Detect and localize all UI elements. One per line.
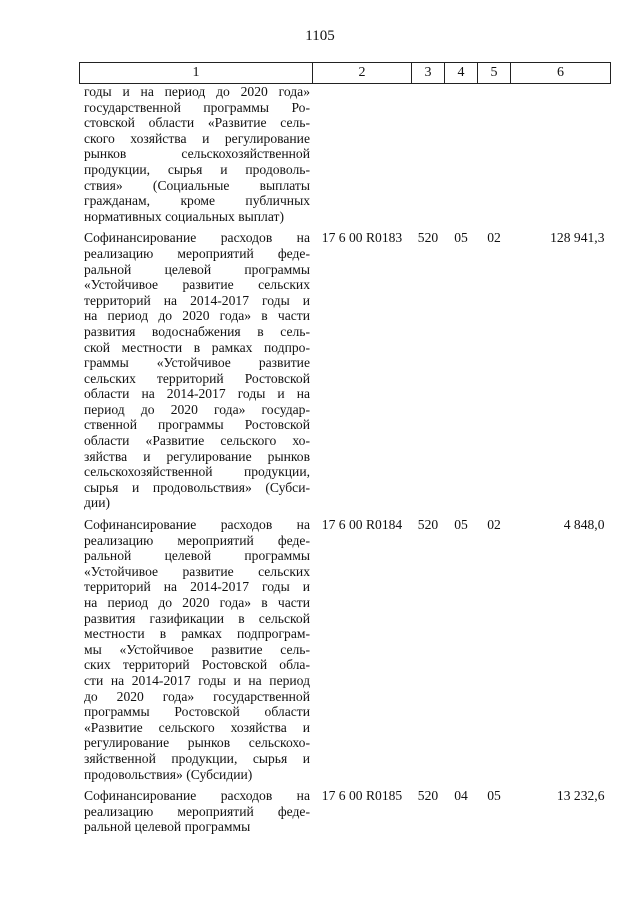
expense-name-line: развития водоснабжения в сель- xyxy=(84,323,310,339)
expense-name-line: ских территорий Ростовской обла- xyxy=(84,657,310,673)
expense-name-line: государственной программы Ро- xyxy=(84,99,310,115)
expense-name-line: нормативных социальных выплат) xyxy=(84,208,284,224)
expense-name-line: Софинансирование расходов на xyxy=(84,517,310,533)
expense-name-line: сельскохозяйственной продукции, xyxy=(84,464,310,480)
expense-name-line: на период до 2020 года» в части xyxy=(84,595,310,610)
expense-name-line: ственной программы Ростовской xyxy=(84,417,310,433)
column-header: 5 xyxy=(478,63,511,84)
expense-name-line: ральной целевой программы xyxy=(84,548,310,564)
expense-name-line: рынков сельскохозяйственной xyxy=(84,146,310,162)
expense-name-line: зяйственной продукции, сырья и xyxy=(84,750,310,766)
column-header: 3 xyxy=(412,63,445,84)
expense-name-line: граммы «Устойчивое развитие xyxy=(84,355,310,371)
expense-name-line: реализацию мероприятий феде- xyxy=(84,803,310,819)
expense-name-line: ской местности в рамках подпро- xyxy=(84,339,310,355)
expense-name-line: сырья и продовольствия» (Субси- xyxy=(84,479,310,495)
expense-name-line: «Устойчивое развитие сельских xyxy=(84,563,310,579)
expense-name-line: ральной целевой программы xyxy=(84,819,251,835)
target-article-cell: 17 6 00 R0183 xyxy=(321,230,403,246)
section-cell: 04 xyxy=(454,788,468,804)
expense-name-line: реализацию мероприятий феде- xyxy=(84,532,310,548)
table-body xyxy=(80,84,611,835)
expense-name-line: годы и на период до 2020 года» xyxy=(84,84,310,99)
expense-name-cell xyxy=(80,224,313,511)
expense-name-line: местности в рамках подпрограм- xyxy=(84,626,310,642)
table-row xyxy=(80,511,611,782)
page-number: 1105 xyxy=(305,28,335,44)
expense-name-line: ральной целевой программы xyxy=(84,261,310,277)
amount-cell: 13 232,6 xyxy=(556,788,605,804)
expense-name-cell xyxy=(80,782,313,835)
expense-name-line: области на 2014-2017 годы и на xyxy=(84,386,310,402)
expense-name-line: территорий на 2014-2017 годы и xyxy=(84,579,310,595)
column-header: 1 xyxy=(80,63,313,84)
expense-name-line: мы «Устойчивое развитие сель- xyxy=(84,641,310,657)
expense-name-line: территорий на 2014-2017 годы и xyxy=(84,292,310,308)
expense-name-cell xyxy=(80,511,313,782)
column-header: 6 xyxy=(511,63,611,84)
expense-name-line: Софинансирование расходов на xyxy=(84,230,310,246)
expense-name-line: дии) xyxy=(84,495,110,511)
expense-name-line: области «Развитие сельского хо- xyxy=(84,433,310,449)
table-row xyxy=(80,84,611,225)
expense-type-cell: 520 xyxy=(417,517,439,533)
subsection-cell xyxy=(478,84,511,225)
target-article-cell: 17 6 00 R0185 xyxy=(321,788,403,804)
subsection-cell: 05 xyxy=(487,788,501,804)
target-article-cell: 17 6 00 R0184 xyxy=(321,517,403,533)
expense-name-line: программы Ростовской области xyxy=(84,704,310,720)
expense-name-line: продукции, сырья и продоволь- xyxy=(84,161,310,177)
column-header: 2 xyxy=(313,63,412,84)
expense-name-line: гражданам, кроме публичных xyxy=(84,193,310,209)
amount-cell: 4 848,0 xyxy=(563,517,605,533)
expense-name-line: реализацию мероприятий феде- xyxy=(84,245,310,261)
expense-name-line: до 2020 года» государственной xyxy=(84,688,310,704)
expense-name-line: ского хозяйства и регулирование xyxy=(84,130,310,146)
subsection-cell: 02 xyxy=(487,517,501,533)
expense-name-cell xyxy=(80,84,313,225)
section-cell xyxy=(445,84,478,225)
amount-cell xyxy=(511,84,611,225)
expense-name-line: ствия» (Социальные выплаты xyxy=(84,177,310,193)
table-row xyxy=(80,782,611,835)
amount-cell: 128 941,3 xyxy=(550,230,605,246)
expense-name-line: стовской области «Развитие сель- xyxy=(84,115,310,131)
expense-name-line: продовольствия» (Субсидии) xyxy=(84,766,253,782)
subsection-cell: 02 xyxy=(487,230,501,246)
expense-name-line: развития газификации в сельской xyxy=(84,610,310,626)
expense-name-line: зяйства и регулирование рынков xyxy=(84,448,310,464)
expense-name-line: на период до 2020 года» в части xyxy=(84,308,310,324)
expense-name-line: период до 2020 года» государ- xyxy=(84,401,310,417)
target-article-cell xyxy=(313,84,412,225)
expense-name-line: сельских территорий Ростовской xyxy=(84,370,310,386)
expense-type-cell xyxy=(412,84,445,225)
table-row xyxy=(80,224,611,511)
expense-name-line: «Развитие сельского хозяйства и xyxy=(84,719,310,735)
expense-name-line: сти на 2014-2017 годы и на период xyxy=(84,672,310,688)
expense-name-line: «Устойчивое развитие сельских xyxy=(84,277,310,293)
expense-type-cell: 520 xyxy=(417,230,439,246)
column-header: 4 xyxy=(445,63,478,84)
expense-name-line: Софинансирование расходов на xyxy=(84,788,310,804)
budget-table xyxy=(79,62,611,835)
section-cell: 05 xyxy=(454,517,468,533)
expense-name-line: регулирование рынков сельскохо- xyxy=(84,735,310,751)
section-cell: 05 xyxy=(454,230,468,246)
expense-type-cell: 520 xyxy=(417,788,439,804)
table-header-row xyxy=(80,63,611,84)
